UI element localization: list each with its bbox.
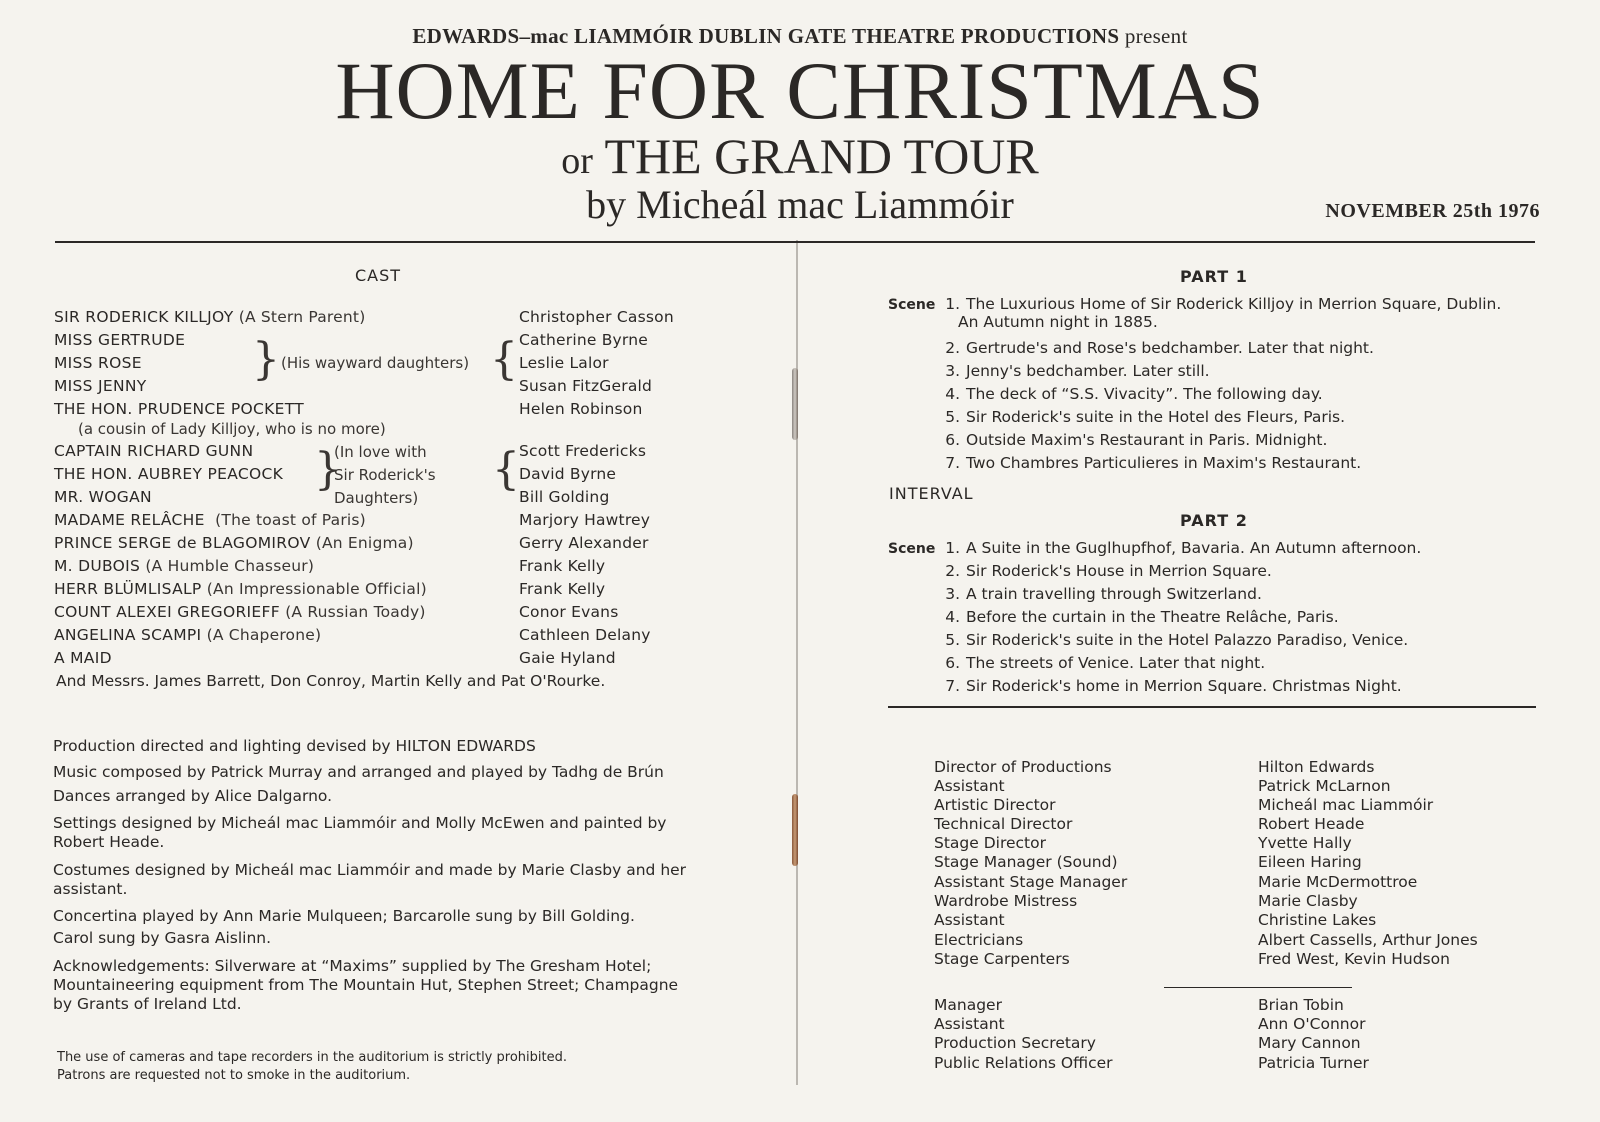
left-brace: { [492,444,520,495]
scene-text: The Luxurious Home of Sir Roderick Killjoy in Merrion Square, Dublin. [966,295,1502,313]
cast-row [54,488,152,506]
staff-name: Marie Clasby [1258,892,1358,910]
scene-lead: Scene [888,541,936,557]
scene-number: 1. [945,539,960,557]
pockett-note: (a cousin of Lady Killjoy, who is no more) [78,420,386,438]
cast-actor: Gerry Alexander [519,534,649,552]
scene-number: 6. [945,431,960,449]
management-role: Manager [934,996,1002,1014]
credit-line: Production directed and lighting devised by HILTON EDWARDS [53,737,536,755]
scene-number: 6. [945,654,960,672]
staff-role: Assistant Stage Manager [934,873,1128,891]
cast-actor: Conor Evans [519,603,619,621]
scene-text-continued: An Autumn night in 1885. [958,313,1158,331]
cast-actor: Susan FitzGerald [519,377,653,395]
cast-role: ANGELINA SCAMPI [54,626,202,644]
staple-bottom [792,794,798,866]
cast-actor: Cathleen Delany [519,626,651,644]
scene-item [888,562,1272,580]
scene-number: 7. [945,677,960,695]
credit-line: Dances arranged by Alice Dalgarno. [53,787,333,805]
part2-heading: PART 2 [1180,511,1248,530]
staff-name: Hilton Edwards [1258,758,1375,776]
present-word: present [1124,24,1188,48]
cast-role: HERR BLÜMLISALP [54,580,202,598]
presenter-name: EDWARDS–mac LIAMMÓIR DUBLIN GATE THEATRE PRODUCTIONS [412,24,1120,48]
scene-text: Before the curtain in the Theatre Relâche, Paris. [966,608,1339,626]
credit-line: Costumes designed by Micheál mac Liammóir and made by Marie Clasby and her assistant. [53,861,687,898]
cast-row [54,465,283,483]
cast-role: MISS JENNY [54,377,147,395]
cast-row [54,534,414,552]
cast-actor: Leslie Lalor [519,354,609,372]
suitors-label-line: (In love with [334,443,427,461]
cast-actor: Frank Kelly [519,580,606,598]
cast-row [54,377,147,395]
scene-text: Gertrude's and Rose's bedchamber. Later that night. [966,339,1374,357]
cast-desc: (A Chaperone) [206,626,322,644]
cast-row [54,354,142,372]
staff-name: Eileen Haring [1258,853,1362,871]
scene-text: The deck of “S.S. Vivacity”. The following day. [966,385,1323,403]
cast-row [54,557,314,575]
scene-text: Two Chambres Particulieres in Maxim's Restaurant. [966,454,1362,472]
scene-text: The streets of Venice. Later that night. [966,654,1266,672]
part1-heading: PART 1 [1180,267,1248,286]
cast-row [54,308,365,326]
play-subtitle [0,126,1600,186]
scene-number: 5. [945,631,960,649]
cast-role: MISS GERTRUDE [54,331,186,349]
management-role: Public Relations Officer [934,1054,1113,1072]
scene-item [888,339,1374,357]
performance-date: NOVEMBER 25th 1976 [1325,200,1540,222]
scene-item [888,677,1402,695]
scene-item [888,385,1323,403]
interval-label: INTERVAL [889,484,974,503]
right-brace: } [252,334,280,385]
author-line: by Micheál mac Liammóir [586,182,1014,227]
cast-desc: (A Stern Parent) [238,308,366,326]
cast-role: MADAME RELÂCHE [54,511,205,529]
staff-role: Electricians [934,931,1024,949]
scene-text: Sir Roderick's home in Merrion Square. Christmas Night. [966,677,1402,695]
staff-name: Albert Cassells, Arthur Jones [1258,931,1478,949]
staff-role: Assistant [934,911,1005,929]
cast-role: PRINCE SERGE de BLAGOMIROV [54,534,311,552]
scene-number: 1. [945,295,960,313]
footnote: The use of cameras and tape recorders in the auditorium is strictly prohibited. [57,1050,567,1065]
cast-actor: David Byrne [519,465,617,483]
cast-row [54,331,185,349]
scene-text: Outside Maxim's Restaurant in Paris. Midnight. [966,431,1328,449]
footnote: Patrons are requested not to smoke in the auditorium. [57,1068,411,1083]
cast-role: THE HON. AUBREY PEACOCK [54,465,284,483]
scene-number: 5. [945,408,960,426]
staff-role: Stage Director [934,834,1046,852]
staff-name: Robert Heade [1258,815,1365,833]
scenes-rule [888,706,1536,708]
credit-line: Music composed by Patrick Murray and arranged and played by Tadhg de Brún [53,763,664,781]
cast-desc: (The toast of Paris) [215,511,366,529]
cast-role: M. DUBOIS [54,557,141,575]
right-brace: } [314,444,342,495]
cast-role: SIR RODERICK KILLJOY [54,308,234,326]
staff-role: Wardrobe Mistress [934,892,1078,910]
cast-row [54,400,304,418]
management-name: Ann O'Connor [1258,1015,1366,1033]
scene-item [888,539,1421,557]
acknowledgements: Acknowledgements: Silverware at “Maxims” supplied by The Gresham Hotel; Mountaineering equipment from The Mountain Hut, Stephen Street; Champagne by Grants of Ireland Ltd. [53,957,679,1013]
credit-line: Settings designed by Micheál mac Liammóir and Molly McEwen and painted by Robert Heade. [53,814,667,851]
cast-heading: CAST [355,266,402,285]
staff-role: Director of Productions [934,758,1112,776]
staff-name: Yvette Hally [1258,834,1352,852]
staff-name: Marie McDermottroe [1258,873,1418,891]
cast-role: MR. WOGAN [54,488,152,506]
scene-number: 3. [945,585,960,603]
scene-item [888,431,1327,449]
cast-desc: (A Russian Toady) [285,603,426,621]
management-name: Mary Cannon [1258,1034,1361,1052]
cast-actor: Scott Fredericks [519,442,647,460]
cast-actor: Marjory Hawtrey [519,511,651,529]
cast-actor: Helen Robinson [519,400,643,418]
cast-row [54,511,366,529]
staff-name: Christine Lakes [1258,911,1377,929]
scene-item [888,408,1345,426]
management-name: Brian Tobin [1258,996,1344,1014]
scene-text: A Suite in the Guglhupfhof, Bavaria. An Autumn afternoon. [966,539,1422,557]
additional-cast: And Messrs. James Barrett, Don Conroy, Martin Kelly and Pat O'Rourke. [56,672,606,690]
scene-item [888,454,1361,472]
cast-desc: (An Impressionable Official) [206,580,427,598]
suitors-label [334,441,436,510]
scene-number: 2. [945,562,960,580]
scene-lead: Scene [888,297,936,313]
cast-row [54,603,426,621]
subtitle-or: or [561,140,593,182]
cast-desc: (An Enigma) [315,534,414,552]
daughters-label: (His wayward daughters) [281,354,470,372]
management-role: Production Secretary [934,1034,1096,1052]
staff-role: Artistic Director [934,796,1056,814]
staff-role: Stage Carpenters [934,950,1070,968]
cast-role: CAPTAIN RICHARD GUNN [54,442,254,460]
staff-role: Stage Manager (Sound) [934,853,1118,871]
cast-actor: Bill Golding [519,488,610,506]
scene-text: Sir Roderick's House in Merrion Square. [966,562,1272,580]
scene-text: Sir Roderick's suite in the Hotel des Fleurs, Paris. [966,408,1346,426]
cast-actor: Christopher Casson [519,308,674,326]
scene-item [888,631,1408,649]
scene-text: A train travelling through Switzerland. [966,585,1262,603]
cast-role: A MAID [54,649,112,667]
suitors-label-line: Daughters) [334,489,419,507]
scene-text: Sir Roderick's suite in the Hotel Palazzo Paradiso, Venice. [966,631,1409,649]
scene-item [888,608,1339,626]
staff-name: Fred West, Kevin Hudson [1258,950,1450,968]
cast-row [54,580,427,598]
cast-desc: (A Humble Chasseur) [145,557,315,575]
cast-role: COUNT ALEXEI GREGORIEFF [54,603,280,621]
scene-number: 4. [945,608,960,626]
scene-item [888,585,1262,603]
scene-number: 4. [945,385,960,403]
suitors-label-line: Sir Roderick's [334,466,436,484]
management-role: Assistant [934,1015,1005,1033]
scene-text: Jenny's bedchamber. Later still. [966,362,1210,380]
credit-line: Concertina played by Ann Marie Mulqueen; Barcarolle sung by Bill Golding. [53,907,635,925]
play-title: HOME FOR CHRISTMAS [335,45,1265,136]
cast-actor: Catherine Byrne [519,331,648,349]
header-rule [55,241,1535,243]
cast-actor: Frank Kelly [519,557,606,575]
scene-item [888,654,1265,672]
cast-role: THE HON. PRUDENCE POCKETT [54,400,304,418]
scene-item [888,295,1501,331]
management-rule [1164,987,1352,988]
center-fold [796,240,798,1085]
staple-top [792,368,798,440]
scene-number: 2. [945,339,960,357]
scene-number: 7. [945,454,960,472]
staff-name: Micheál mac Liammóir [1258,796,1434,814]
cast-row [54,442,253,460]
credit-line: Carol sung by Gasra Aislinn. [53,929,272,947]
subtitle-text: THE GRAND TOUR [604,128,1039,184]
scene-item [888,362,1210,380]
cast-row [54,626,321,644]
cast-actor: Gaie Hyland [519,649,616,667]
staff-name: Patrick McLarnon [1258,777,1391,795]
cast-role: MISS ROSE [54,354,142,372]
left-brace: { [490,334,518,385]
staff-role: Assistant [934,777,1005,795]
cast-row [54,649,112,667]
scene-number: 3. [945,362,960,380]
management-name: Patricia Turner [1258,1054,1369,1072]
staff-role: Technical Director [934,815,1073,833]
